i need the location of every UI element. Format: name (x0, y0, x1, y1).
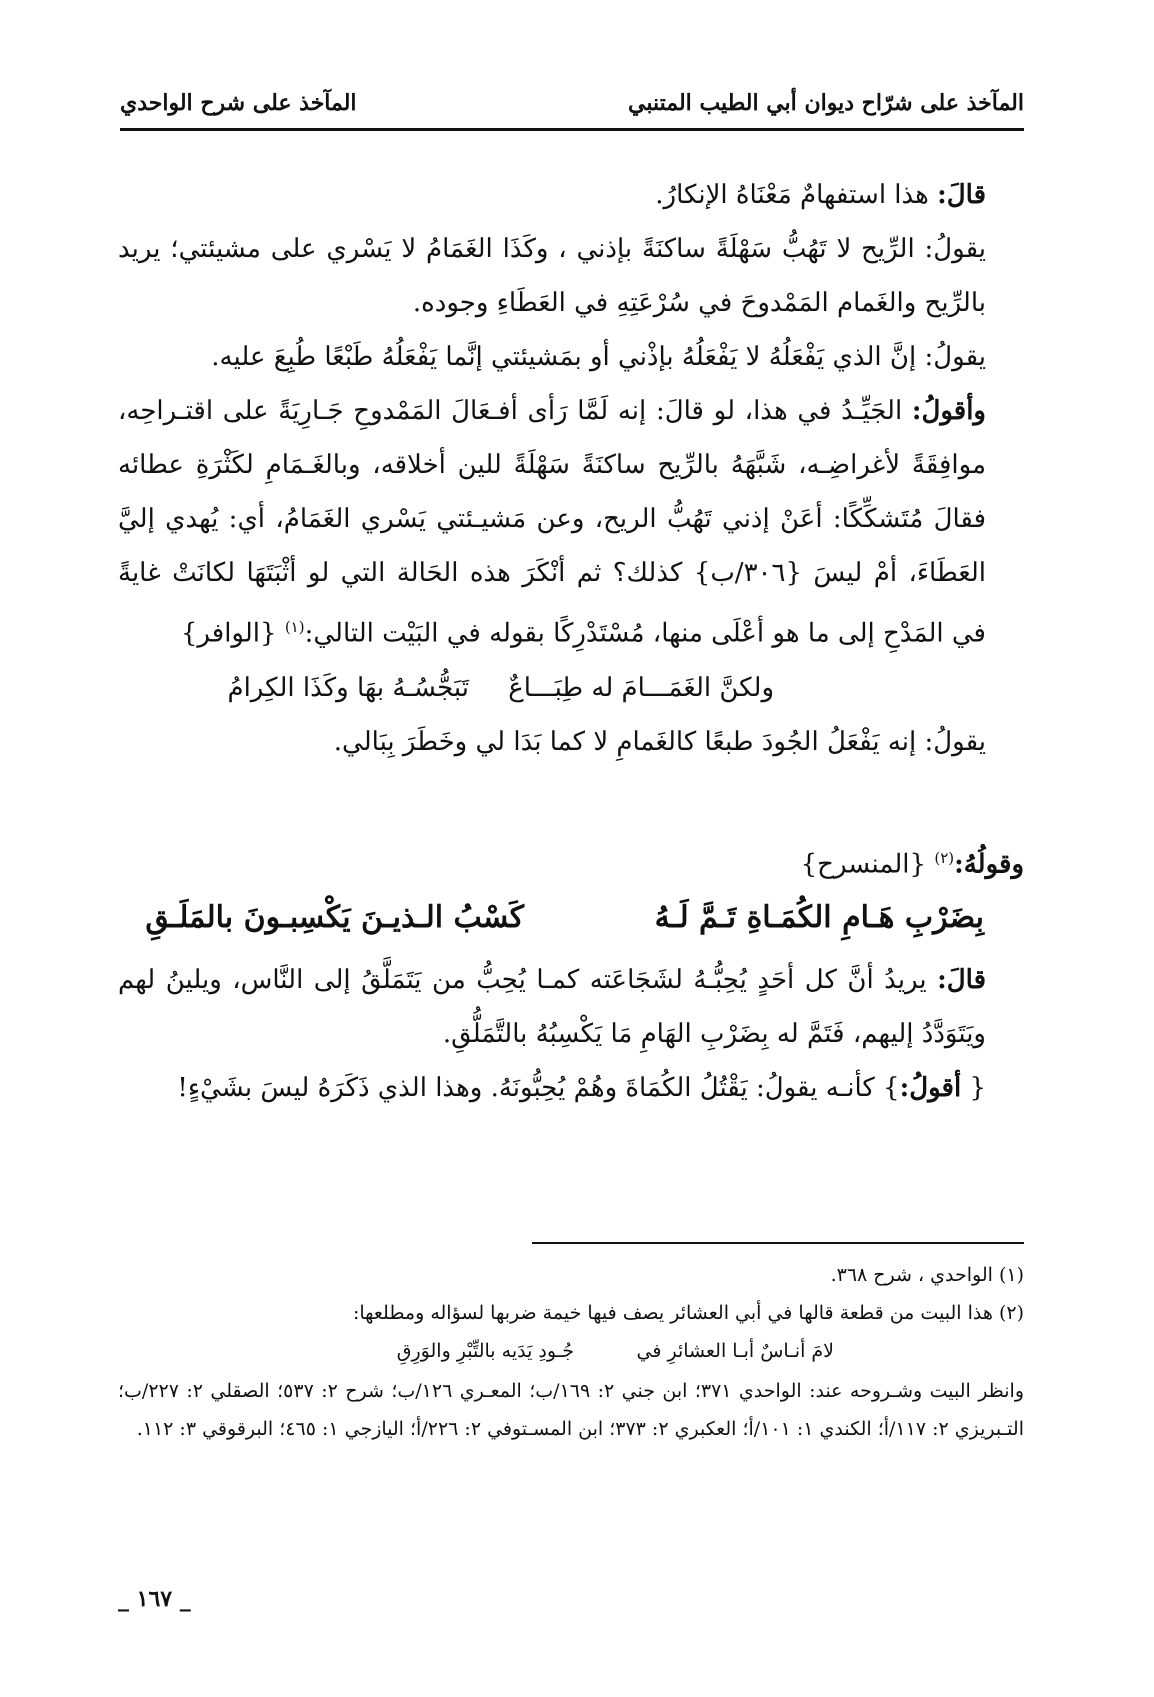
bracket-open: { (961, 1073, 986, 1104)
verse-first-hemistich: لامَ أنـاسٌ أبـا العشائرِ في (636, 1340, 834, 1362)
paragraph (118, 953, 1024, 1061)
verse-second-hemistich: تَبَجُّسُـهُ بهَا وكَذَا الكِرامُ (227, 672, 469, 703)
footnote-ref: (٢) (934, 848, 955, 867)
paragraph-text: } كأنـه يقولُ: يَقْتُلُ الكُمَاةَ وهُمْ يُحِبُّونَهُ. وهذا الذي ذَكَرَهُ ليسَ بشَيْءٍ! (177, 1073, 900, 1104)
paragraph-text: إنه يَفْعَلُ الجُودَ طبعًا كالغَمامِ لا كما بَدَا لي وخَطَرَ بِبَالي. (333, 726, 925, 757)
section-gap (118, 769, 1024, 831)
paragraph-keyword: وأقولُ: (911, 396, 986, 426)
paragraph-keyword: قالَ: (937, 965, 986, 996)
meter-name: {الوافر} (180, 618, 285, 649)
paragraph (118, 222, 1024, 330)
footnote-divider (532, 1242, 1024, 1244)
paragraph-text: الرِّيح لا تَهُبُّ سَهْلَةً ساكنَةً بإذني ، وكَذَا الغَمَامُ لا يَسْري على مشيئتي؛ يريد بالرِّيح والغَمام المَمْدوحَ في سُرْعَتِهِ في العَطَاءِ وجوده. (118, 234, 986, 318)
footnote-2: (٢) هذا البيت من قطعة قالها في أبي العشائر يصف فيها خيمة ضربها لسؤاله ومطلعها: (352, 1302, 1024, 1324)
page-number: _ ١٦٧ _ (118, 1586, 191, 1612)
paragraph (118, 384, 1024, 661)
paragraph-text: إنَّ الذي يَفْعَلُهُ لا يَفْعَلُهُ بإذْني أو بمَشيئتي إنَّما يَفْعَلُهُ طَبْعًا طُبِعَ عليه. (211, 342, 925, 372)
paragraph (118, 330, 1024, 384)
main-text (118, 168, 1024, 1115)
footnote-ref: (١) (284, 618, 305, 636)
footnote-verse (118, 1332, 1024, 1372)
footnotes (118, 1256, 1024, 1448)
poem-verse (118, 661, 1024, 715)
header-divider (120, 128, 1024, 131)
footnote-1: (١) الواحدي ، شرح ٣٦٨. (830, 1264, 1024, 1286)
paragraph-text: يريدُ أنَّ كل أحَدٍ يُحِبُّـهُ لشَجَاعَته كمـا يُحِبُّ من يَتَمَلَّقُ إلى النَّاس، ويلينُ لهم ويَتَوَدَّدُ إليهم، فَتَمَّ له بِضَرْبِ الهَامِ مَا يَكْسِبُهُ بالتَّمَلُّقِ. (118, 965, 986, 1050)
meter-name: {المنسرح} (800, 849, 935, 880)
verse-first-hemistich: بِضَرْبِ هَـامِ الكُمَـاةِ تَـمَّ لَـهُ (654, 900, 984, 936)
paragraph-text: الجَيِّـدُ في هذا، لو قالَ: إنه لَمَّا رَأى أفـعَالَ المَمْدوحِ جَـارِيَةً على اقتـراحِه، موافِقَةً لأغراضِـه، شَبَّهَهُ بالرِّيح ساكنَةً سَهْلَةً للين أخلاقه، وبالغَـمَامِ لكَثْرَةِ عطائه فقالَ مُتَشكِّكًا: أعَنْ إذني تَهُبُّ الريح، وعن مَشيـئتي يَسْري الغَمَامُ، أي: يُهدي إليَّ العَطَاءَ، أمْ ليسَ {٣٠٦/ب} كذلك؟ ثم أنْكَرَ هذه الحَالة التي لو أثْبَتَهَا لكانَتْ غايةً في المَدْحِ إلى ما هو أعْلَى منها، مُسْتَدْرِكًا بقوله في البَيْت التالي: (118, 396, 986, 649)
chapter-title-header: المآخذ على شرح الواحدي (120, 90, 357, 116)
paragraph-keyword: وقولُهُ: (954, 849, 1024, 880)
paragraph-keyword: يقولُ: (924, 726, 986, 757)
paragraph-text: هذا استفهامٌ مَعْنَاهُ الإنكارُ. (655, 180, 938, 210)
verse-second-hemistich: كَسْبُ الـذيـنَ يَكْسِبـونَ بالمَلَـقِ (145, 900, 524, 936)
paragraph-keyword: قالَ: (937, 180, 986, 210)
paragraph (118, 831, 1024, 892)
paragraph (118, 168, 1024, 222)
paragraph (118, 1061, 1024, 1115)
paragraph (118, 715, 1024, 769)
paragraph-keyword: يقولُ: (924, 342, 986, 372)
footnote-references: وانظر البيت وشـروحه عند: الواحدي ٣٧١؛ ابن جني ٢: ١٦٩/ب؛ المعـري ١٢٦/ب؛ شرح ٢: ٥٣٧؛ الصقلي ٢: ٢٢٧/ب؛ التـبريزي ٢: ١١٧/أ؛ الكندي ١: ١٠١/أ؛ العكبري ٢: ٣٧٣؛ ابن المسـتوفي ٢: ٢٢٦/أ؛ اليازجي ١: ٤٦٥؛ البرقوقي ٣: ١١٢. (118, 1380, 1025, 1440)
verse-first-hemistich: ولكنَّ الغَمَـــامَ له طِبَـــاعٌ (508, 672, 774, 703)
verse-second-hemistich: جُـودِ يَدَيه بالتِّبْرِ والوَرِقِ (396, 1340, 574, 1362)
running-header (120, 82, 1024, 132)
paragraph-keyword: يقولُ: (924, 234, 986, 264)
paragraph-keyword: أقولُ: (899, 1073, 962, 1104)
poem-verse (118, 891, 1024, 953)
book-title-header: المآخذ على شرّاح ديوان أبي الطيب المتنبي (628, 90, 1024, 116)
